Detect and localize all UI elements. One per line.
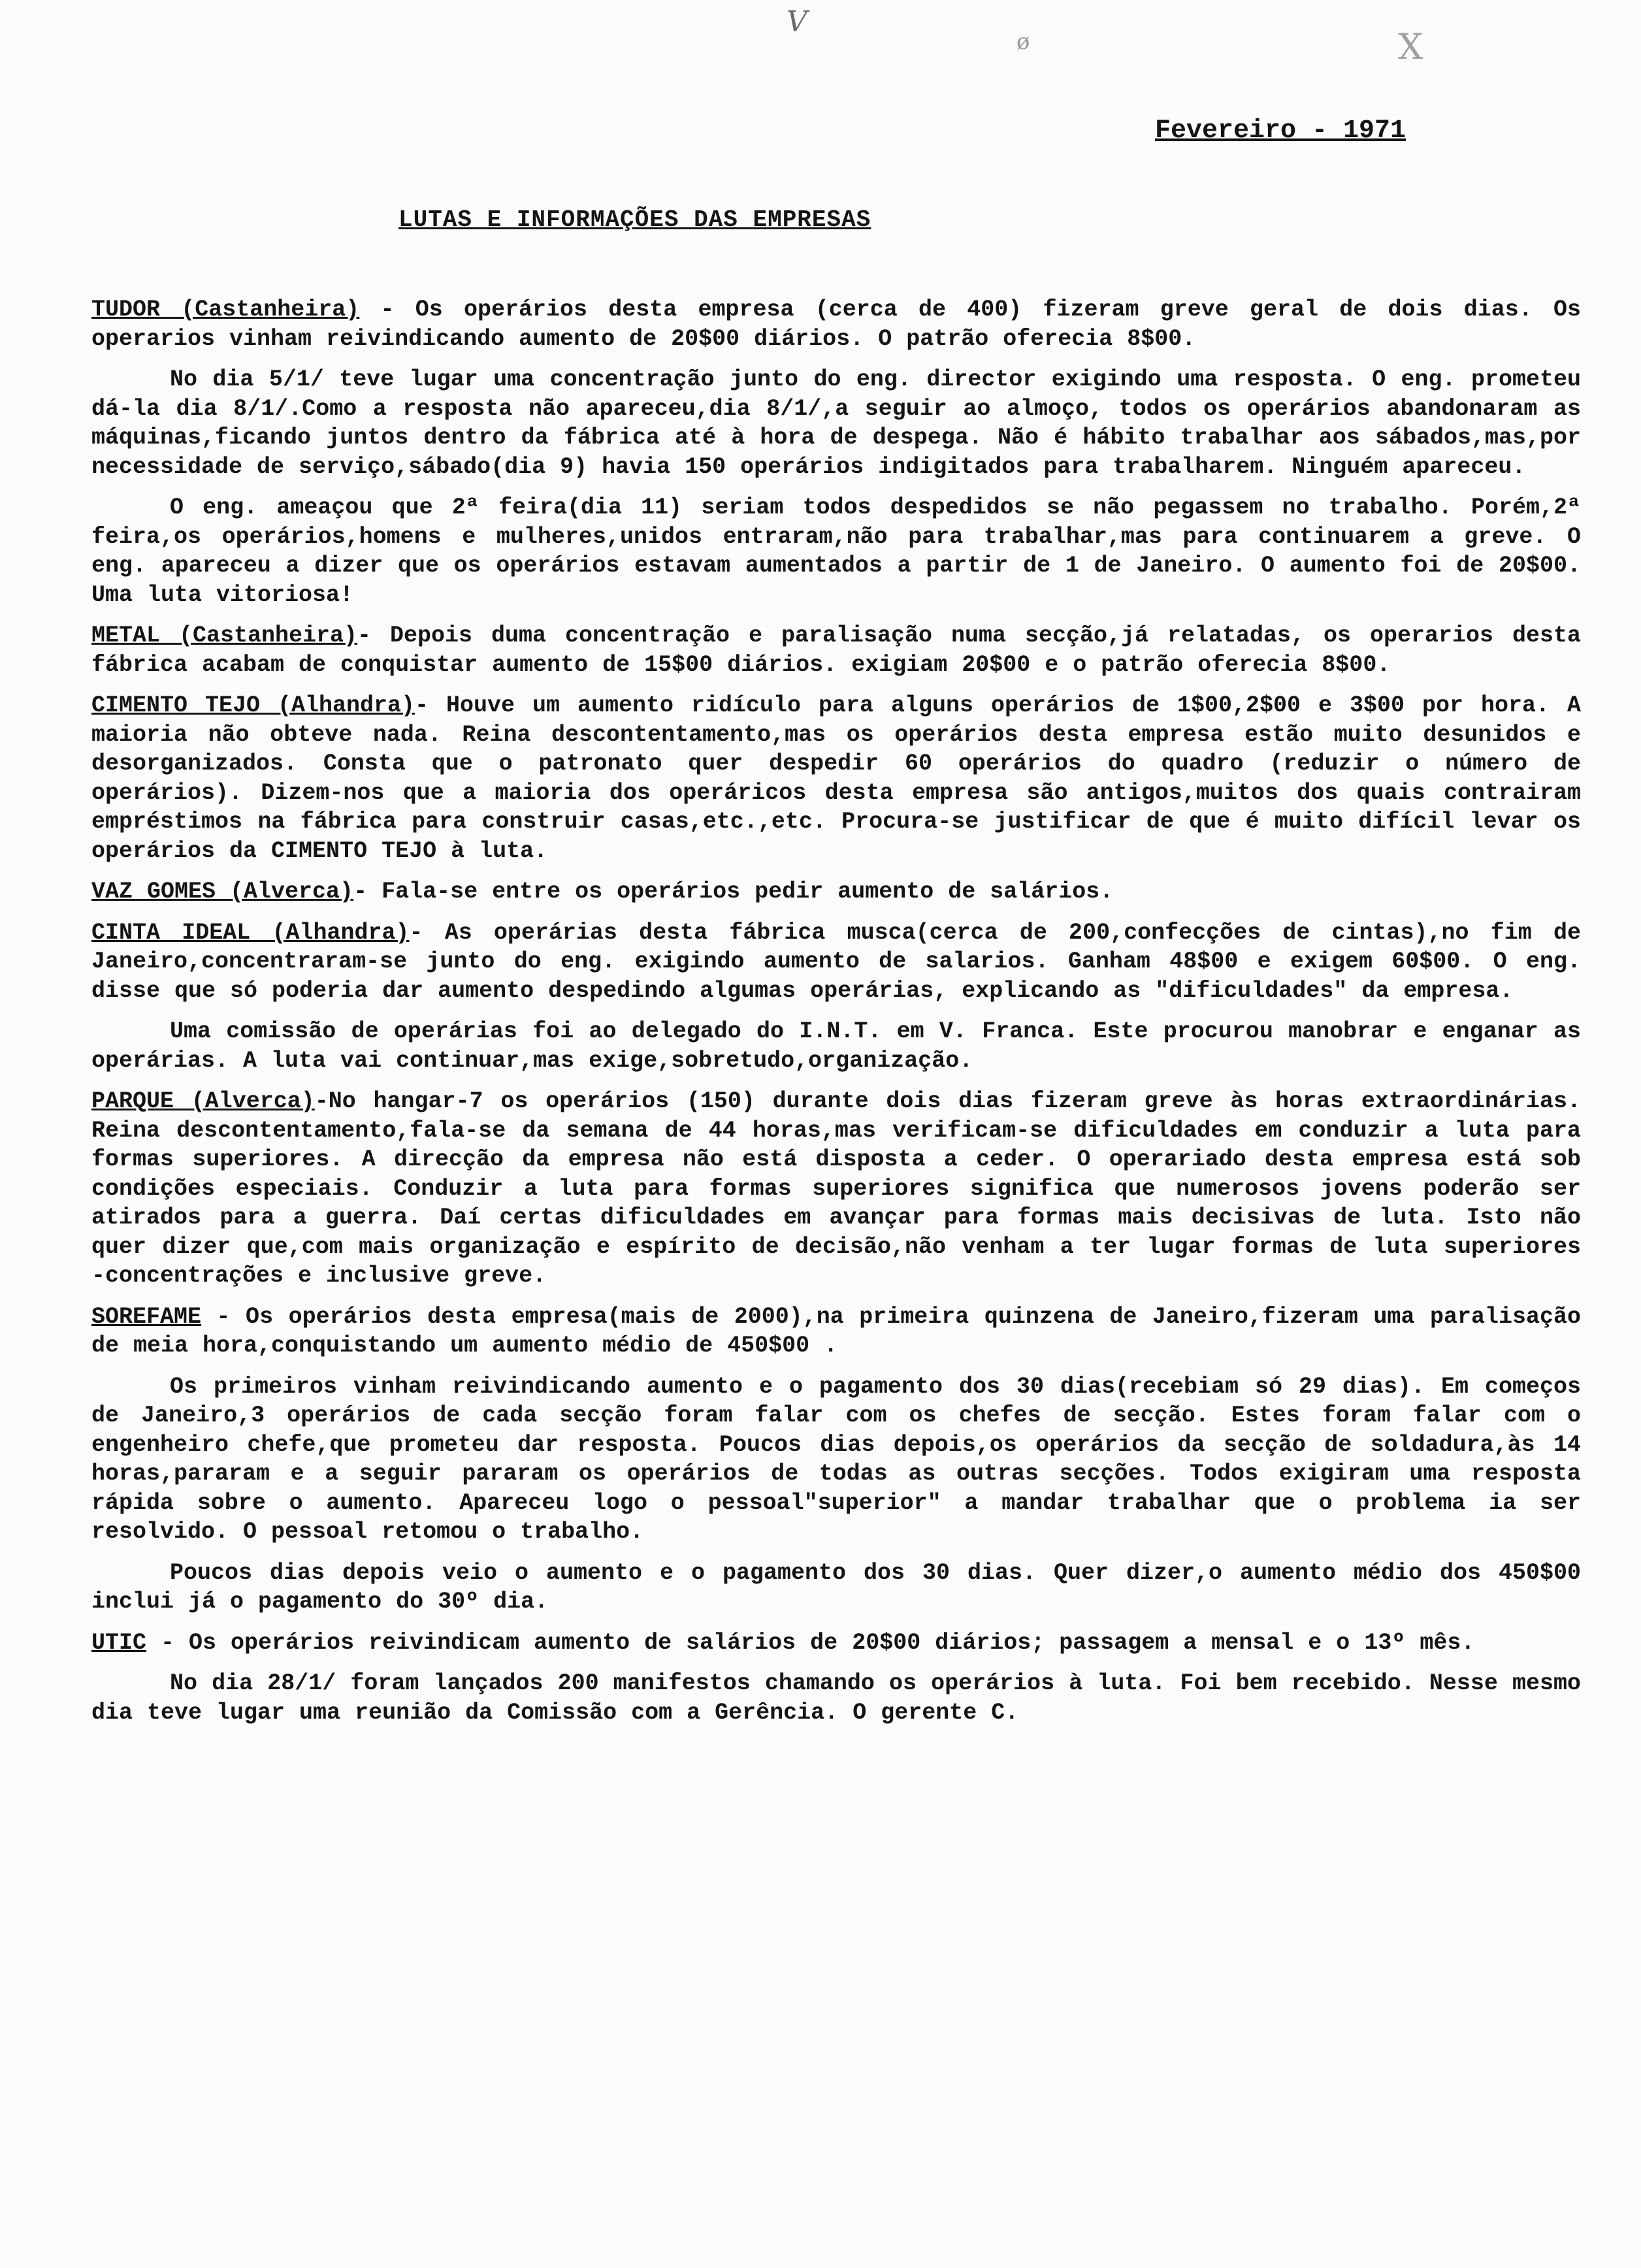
section-utic-para-1 [91,1628,1581,1658]
company-name: PARQUE (Alverca) [91,1088,315,1114]
handwritten-mark-v: V [787,5,807,39]
page-title: LUTAS E INFORMAÇÕES DAS EMPRESAS [398,206,871,233]
company-name: CINTA IDEAL (Alhandra) [91,919,410,946]
section-sorefame-para-1 [91,1303,1581,1361]
section-tudor-para-3: O eng. ameaçou que 2ª feira(dia 11) seriam todos despedidos se não pegassem no trabalho. Porém,2ª feira,os operários,homens e mulheres,unidos entraram,não para trabalhar,mas para continuarem a greve. O eng. apareceu a dizer que os operários estavam aumentados a partir de 1 de Janeiro. O aumento foi de 20$00. Uma luta vitoriosa! [91,494,1581,608]
section-metal-para-1 [91,621,1581,679]
paragraph-text: - Os operários reivindicam aumento de salários de 20$00 diários; passagem a mensal e o 13º mês. [146,1629,1475,1656]
company-name: VAZ GOMES (Alverca) [91,879,354,905]
company-name: METAL (Castanheira) [91,623,358,649]
company-name: CIMENTO TEJO (Alhandra) [91,692,415,719]
paragraph-text: - Fala-se entre os operários pedir aumento de salários. [353,879,1114,905]
paragraph-text: - Os operários desta empresa(mais de 2000),na primeira quinzena de Janeiro,fizeram uma paralisação de meia hora,conquistando um aumento médio de 450$00 . [91,1303,1581,1359]
section-vaz-gomes-para-1 [91,877,1581,907]
paragraph-text: - Houve um aumento ridículo para alguns operários de 1$00,2$00 e 3$00 por hora. A maioria não obteve nada. Reina descontentamento,mas os operários desta empresa estão muito desunidos e desorganizados. Consta que o patronato quer despedir 60 operários do quadro (reduzir o número de operários). Dizem-nos que a maioria dos operáricos desta empresa são antigos,muitos dos quais contrairam empréstimos na fábrica para construir casas,etc.,etc. Procura-se justificar de que é muito difícil levar os operários da CIMENTO TEJO à luta. [91,692,1581,864]
document-date: Fevereiro - 1971 [1155,116,1406,146]
section-cinta-ideal-para-1 [91,918,1581,1006]
section-cimento-tejo-para-1 [91,691,1581,866]
paragraph-text: -No hangar-7 os operários (150) durante dois dias fizeram greve às horas extraordinárias. Reina descontentamento,fala-se da semana de 44 horas,mas verificam-se dificuldades em conduzir a luta para formas superiores. A direcção da empresa não está disposta a ceder. O operariado desta empresa está sob condições especiais. Conduzir a luta para formas superiores significa que numerosos jovens poderão ser atirados para a guerra. Daí certas dificuldades em avançar para formas mais decisivas de luta. Isto não quer dizer que,com mais organização e espírito de decisão,não venham a ter lugar formas de luta superiores -concentrações e inclusive greve. [91,1088,1581,1289]
section-tudor-para-2: No dia 5/1/ teve lugar uma concentração junto do eng. director exigindo uma resposta. O eng. prometeu dá-la dia 8/1/.Como a resposta não apareceu,dia 8/1/,a seguir ao almoço, todos os operários abandonaram as máquinas,ficando juntos dentro da fábrica até à hora de despega. Não é hábito trabalhar aos sábados,mas,por necessidade de serviço,sábado(dia 9) havia 150 operários indigitados para trabalharem. Ninguém apareceu. [91,366,1581,480]
section-sorefame-para-3: Poucos dias depois veio o aumento e o pagamento dos 30 dias. Quer dizer,o aumento médio dos 450$00 inclui já o pagamento do 30º dia. [91,1559,1581,1615]
section-utic-para-2: No dia 28/1/ foram lançados 200 manifestos chamando os operários à luta. Foi bem recebido. Nesse mesmo dia teve lugar uma reunião da Comissão com a Gerência. O gerente C. [91,1670,1581,1726]
section-parque-para-1 [91,1087,1581,1291]
paragraph-text: - Os operários desta empresa (cerca de 400) fizeram greve geral de dois dias. Os operarios vinham reivindicando aumento de 20$00 diários. O patrão oferecia 8$00. [91,297,1581,352]
company-name: UTIC [91,1629,147,1656]
company-name: TUDOR (Castanheira) [91,297,360,323]
paragraph-text: - As operárias desta fábrica musca(cerca de 200,confecções de cintas),no fim de Janeiro,concentraram-se junto do eng. exigindo aumento de salarios. Ganham 48$00 e exigem 60$00. O eng. disse que só poderia dar aumento despedindo algumas operárias, explicando as "dificuldades" da empresa. [91,919,1581,1004]
section-sorefame-para-2: Os primeiros vinham reivindicando aumento e o pagamento dos 30 dias(recebiam só 29 dias). Em começos de Janeiro,3 operários de cada secção foram falar com os chefes de secção. Estes foram falar com o engenheiro chefe,que prometeu dar resposta. Poucos dias depois,os operários da secção de soldadura,às 14 horas,pararam e a seguir pararam os operários de todas as outras secções. Todos exigiram uma resposta rápida sobre o aumento. Apareceu logo o pessoal"superior" a mandar trabalhar que o problema ia ser resolvido. O pessoal retomou o trabalho. [91,1373,1581,1545]
paragraph-text: - Depois duma concentração e paralisação numa secção,já relatadas, os operarios desta fábrica acabam de conquistar aumento de 15$00 diários. exigiam 20$00 e o patrão oferecia 8$00. [91,623,1581,678]
company-name: SOREFAME [91,1303,202,1330]
section-tudor-para-1 [91,295,1581,353]
section-cinta-ideal-para-2: Uma comissão de operárias foi ao delegado do I.N.T. em V. Franca. Este procurou manobrar e enganar as operárias. A luta vai continuar,mas exige,sobretudo,organização. [91,1018,1581,1074]
handwritten-mark-x: X [1398,26,1423,67]
document-body [91,295,1581,1739]
stamp-mark: ø [1016,29,1030,55]
